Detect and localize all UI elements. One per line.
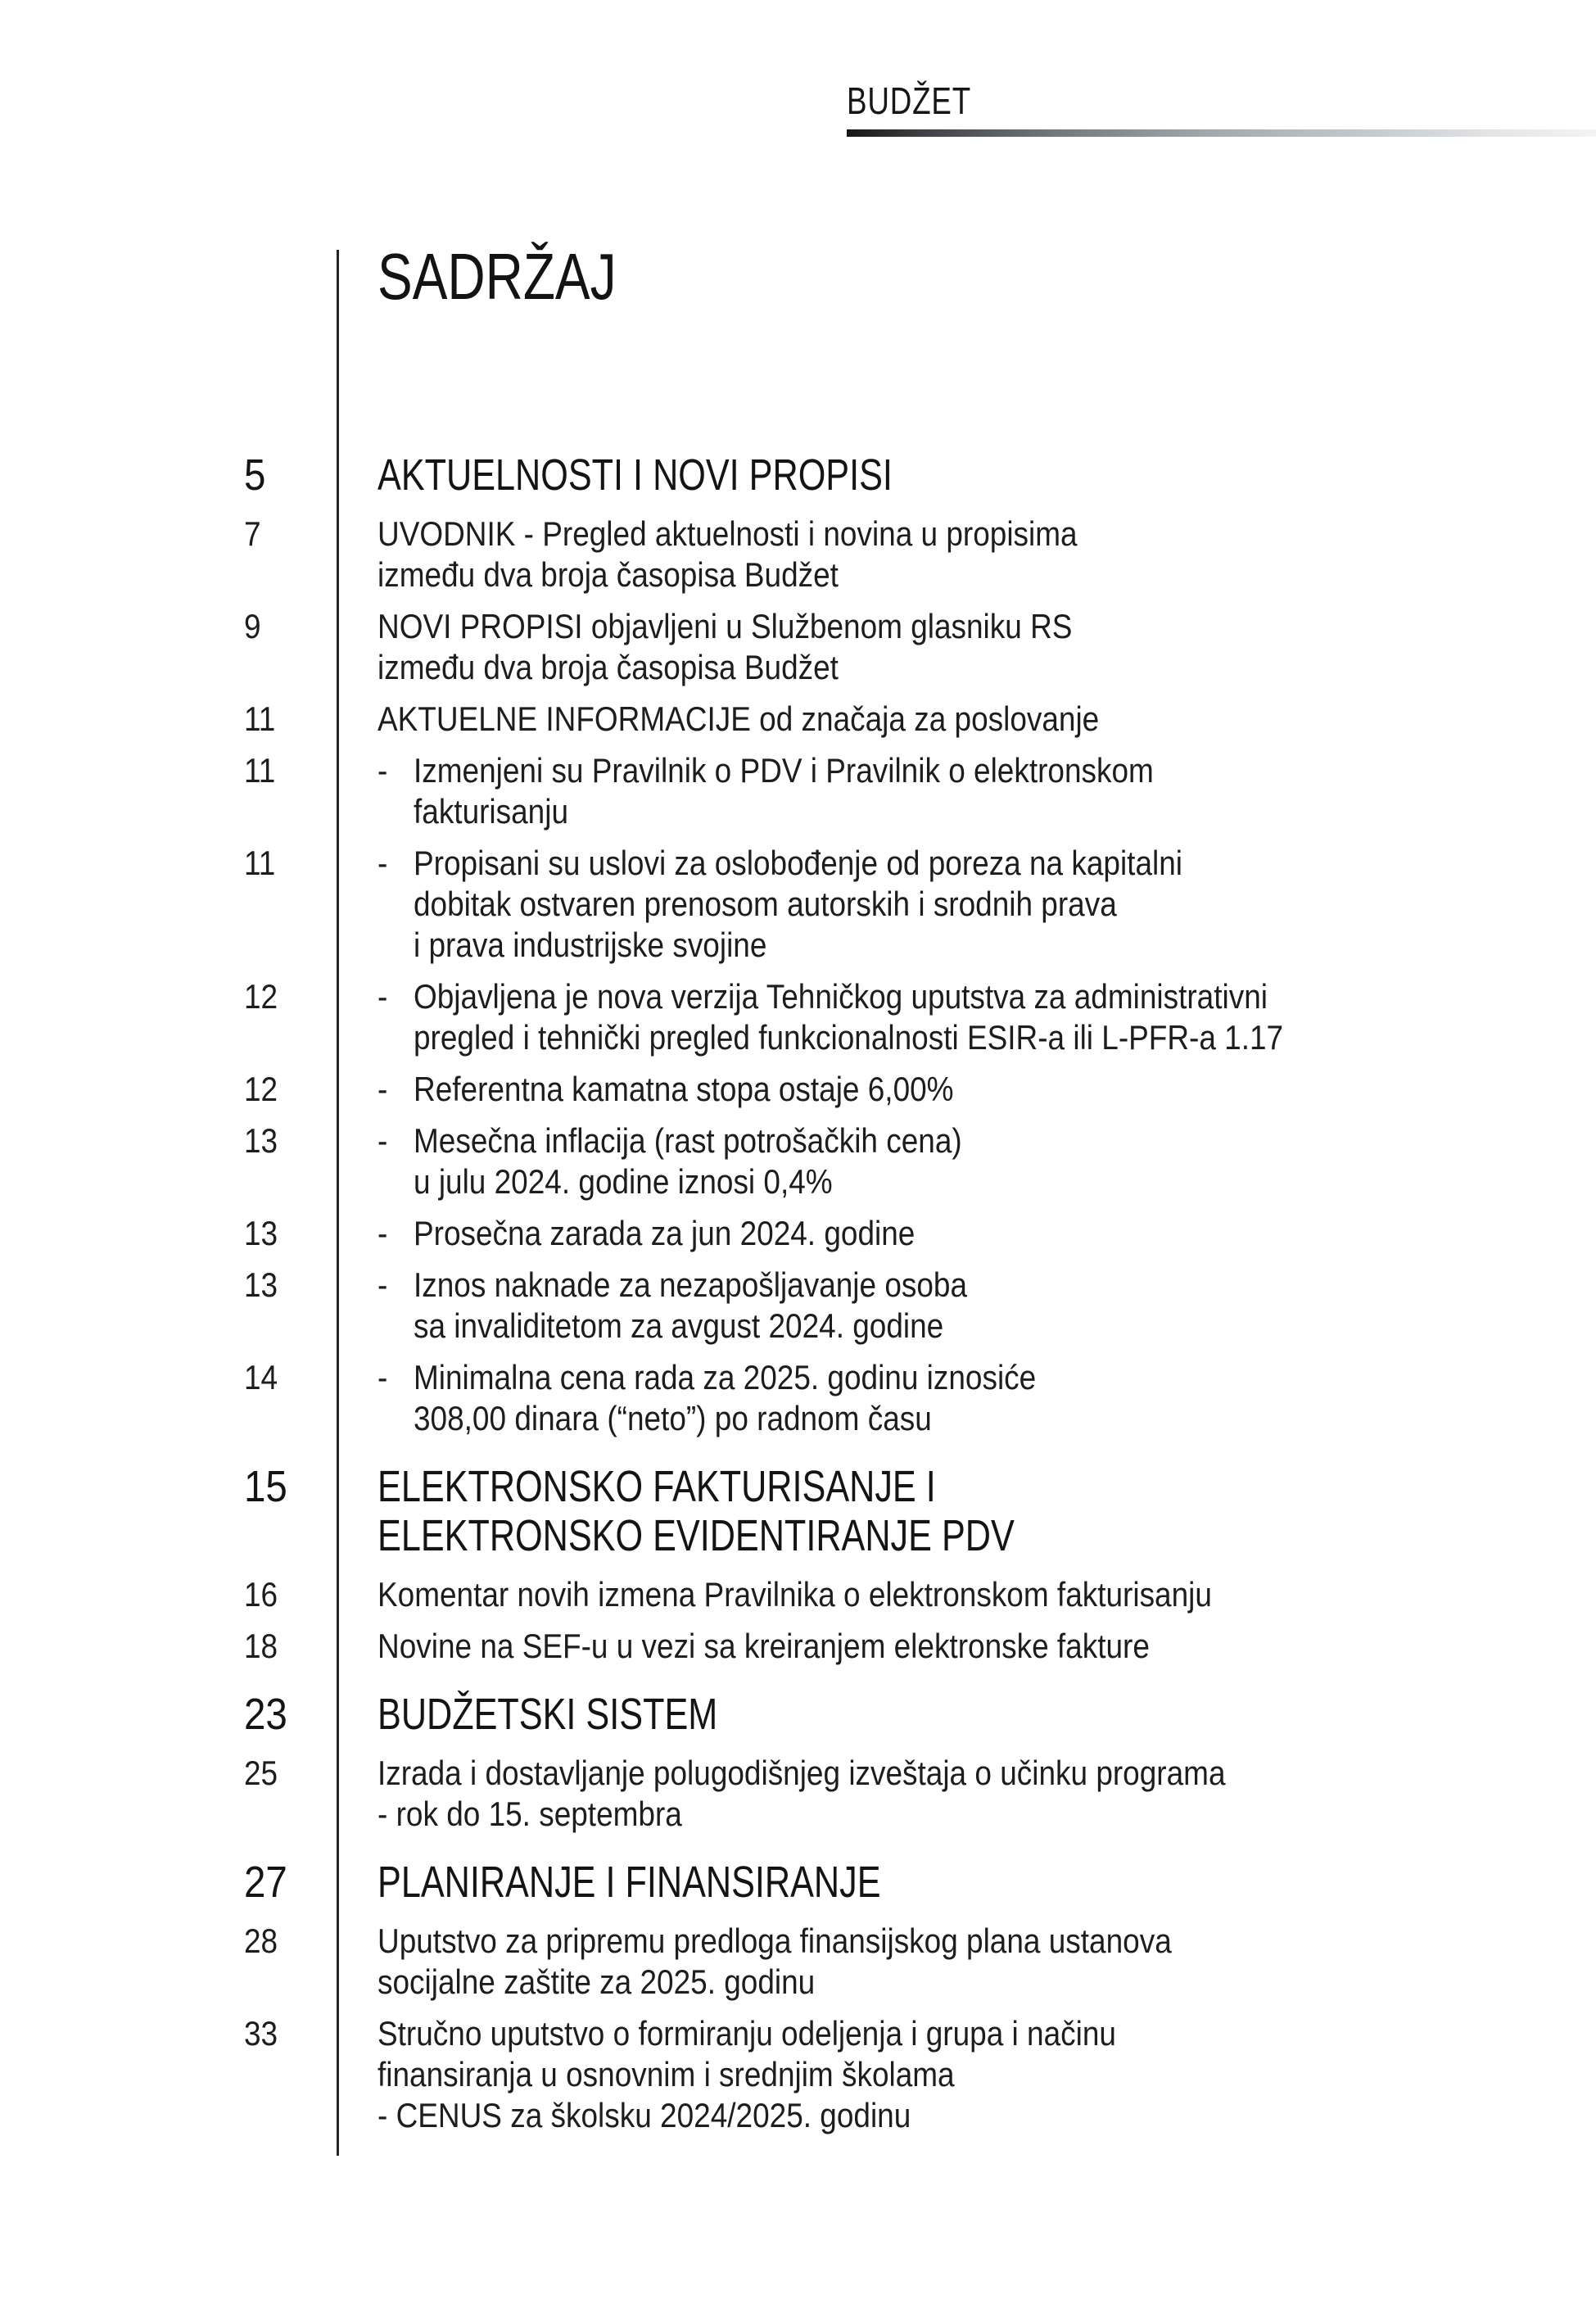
entry-text <box>378 1462 1352 1560</box>
entry-line: Stručno uputstvo o formiranju odeljenja i grupa i načinu <box>378 2014 1116 2053</box>
entry-lines <box>414 1357 1036 1439</box>
entry-lines <box>414 1213 915 1254</box>
page-number: 15 <box>244 1462 287 1511</box>
entry-line: ELEKTRONSKO FAKTURISANJE I <box>378 1462 936 1511</box>
page-number: 12 <box>244 977 278 1016</box>
entry-line: finansiranja u osnovnim i srednjim školama <box>378 2055 955 2093</box>
entry-text <box>378 606 1449 688</box>
entry-line: Iznos naknade za nezapošljavanje osoba <box>414 1265 968 1304</box>
entry-text <box>378 514 1449 595</box>
header-gradient-rule <box>847 129 1596 137</box>
toc-entry <box>0 1120 1596 1202</box>
entry-lines <box>414 1265 967 1347</box>
entry-line: Objavljena je nova verzija Tehničkog uputstva za administrativni <box>414 977 1268 1016</box>
entry-line: i prava industrijske svojine <box>414 926 767 964</box>
entry-text <box>378 1120 1449 1202</box>
entry-text <box>378 699 1449 740</box>
page-number: 28 <box>244 1921 278 1960</box>
page-number: 23 <box>244 1690 287 1739</box>
dash-bullet: - <box>378 1070 388 1108</box>
page-number: 5 <box>244 450 266 500</box>
page-number: 11 <box>244 699 276 738</box>
entry-lines <box>414 750 1154 832</box>
toc-entry <box>0 699 1596 740</box>
toc-entry <box>0 1357 1596 1439</box>
entry-text <box>378 1357 1449 1439</box>
entry-text <box>378 2013 1449 2136</box>
entry-line: 308,00 dinara (“neto”) po radnom času <box>414 1399 932 1437</box>
toc-entry <box>0 843 1596 966</box>
entry-line: BUDŽETSKI SISTEM <box>378 1690 718 1739</box>
toc-entry <box>0 1574 1596 1615</box>
toc-entry <box>0 514 1596 595</box>
entry-text <box>378 1213 1449 1254</box>
page-number: 11 <box>244 751 276 790</box>
page-number: 18 <box>244 1627 278 1665</box>
toc-entry <box>0 750 1596 832</box>
toc-entry <box>0 2013 1596 2136</box>
entry-line: Komentar novih izmena Pravilnika o elektronskom fakturisanju <box>378 1575 1212 1614</box>
entry-line: fakturisanju <box>414 792 569 831</box>
entry-lines <box>414 976 1283 1058</box>
entry-line: Referentna kamatna stopa ostaje 6,00% <box>414 1070 954 1108</box>
entry-line: Propisani su uslovi za oslobođenje od poreza na kapitalni <box>414 844 1182 882</box>
entry-line: sa invaliditetom za avgust 2024. godine <box>414 1306 944 1345</box>
entry-lines <box>414 1069 954 1110</box>
dash-bullet: - <box>378 751 388 790</box>
toc-section-heading <box>0 1462 1596 1560</box>
dash-bullet: - <box>378 1265 388 1304</box>
toc-section-heading <box>0 1858 1596 1907</box>
entry-line: Uputstvo za pripremu predloga finansijskog plana ustanova <box>378 1921 1172 1960</box>
entry-line: u julu 2024. godine iznosi 0,4% <box>414 1162 833 1201</box>
dash-bullet: - <box>378 1214 388 1252</box>
entry-line: PLANIRANJE I FINANSIRANJE <box>378 1858 881 1907</box>
toc-list <box>0 438 1596 2147</box>
entry-text <box>378 843 1449 966</box>
toc-entry <box>0 1265 1596 1347</box>
page-number: 33 <box>244 2014 278 2053</box>
entry-text <box>378 1265 1449 1347</box>
dash-bullet: - <box>378 844 388 882</box>
toc-entry <box>0 1626 1596 1667</box>
toc-title: SADRŽAJ <box>378 240 617 313</box>
entry-text <box>378 1921 1449 2003</box>
entry-text <box>378 1753 1449 1835</box>
page-number: 11 <box>244 844 276 882</box>
entry-text <box>378 1690 1352 1739</box>
dash-bullet: - <box>378 977 388 1016</box>
toc-section-heading <box>0 450 1596 500</box>
toc-entry <box>0 1213 1596 1254</box>
entry-line: dobitak ostvaren prenosom autorskih i srodnih prava <box>414 885 1117 923</box>
toc-entry <box>0 976 1596 1058</box>
page-number: 12 <box>244 1070 278 1108</box>
entry-line: - CENUS za školsku 2024/2025. godinu <box>378 2096 911 2134</box>
page-number: 13 <box>244 1265 278 1304</box>
page-number: 9 <box>244 607 261 645</box>
entry-line: između dva broja časopisa Budžet <box>378 648 839 686</box>
entry-lines <box>414 843 1182 966</box>
entry-text <box>378 750 1449 832</box>
page-number: 27 <box>244 1858 287 1907</box>
entry-line: Izmenjeni su Pravilnik o PDV i Pravilnik o elektronskom <box>414 751 1154 790</box>
entry-line: Minimalna cena rada za 2025. godinu iznosiće <box>414 1358 1037 1396</box>
entry-line: UVODNIK - Pregled aktuelnosti i novina u propisima <box>378 514 1078 553</box>
table-of-contents <box>0 240 1596 2147</box>
entry-lines <box>414 1120 962 1202</box>
page-number: 13 <box>244 1121 278 1160</box>
entry-text <box>378 450 1352 500</box>
page-number: 13 <box>244 1214 278 1252</box>
entry-line: pregled i tehnički pregled funkcionalnosti ESIR-a ili L-PFR-a 1.17 <box>414 1018 1284 1057</box>
toc-entry <box>0 1753 1596 1835</box>
entry-line: Novine na SEF-u u vezi sa kreiranjem elektronske fakture <box>378 1627 1150 1665</box>
entry-text <box>378 976 1449 1058</box>
entry-line: ELEKTRONSKO EVIDENTIRANJE PDV <box>378 1511 1015 1560</box>
entry-text <box>378 1574 1449 1615</box>
toc-entry <box>0 1069 1596 1110</box>
entry-line: Mesečna inflacija (rast potrošačkih cena) <box>414 1121 962 1160</box>
toc-entry <box>0 1921 1596 2003</box>
page-number: 25 <box>244 1754 278 1792</box>
entry-line: Prosečna zarada za jun 2024. godine <box>414 1214 916 1252</box>
dash-bullet: - <box>378 1358 388 1396</box>
entry-line: AKTUELNE INFORMACIJE od značaja za poslovanje <box>378 699 1100 738</box>
entry-text <box>378 1069 1449 1110</box>
entry-line: između dva broja časopisa Budžet <box>378 555 839 594</box>
entry-line: Izrada i dostavljanje polugodišnjeg izveštaja o učinku programa <box>378 1754 1226 1792</box>
entry-line: NOVI PROPISI objavljeni u Službenom glasniku RS <box>378 607 1073 645</box>
entry-line: socijalne zaštite za 2025. godinu <box>378 1962 816 2001</box>
entry-line: AKTUELNOSTI I NOVI PROPISI <box>378 450 893 500</box>
entry-line: - rok do 15. septembra <box>378 1795 682 1833</box>
page-number: 16 <box>244 1575 278 1614</box>
entry-text <box>378 1858 1352 1907</box>
page-number: 14 <box>244 1358 278 1396</box>
toc-section-heading <box>0 1690 1596 1739</box>
toc-entry <box>0 606 1596 688</box>
dash-bullet: - <box>378 1121 388 1160</box>
page-number: 7 <box>244 514 261 553</box>
entry-text <box>378 1626 1449 1667</box>
magazine-header-title: BUDŽET <box>847 79 971 122</box>
